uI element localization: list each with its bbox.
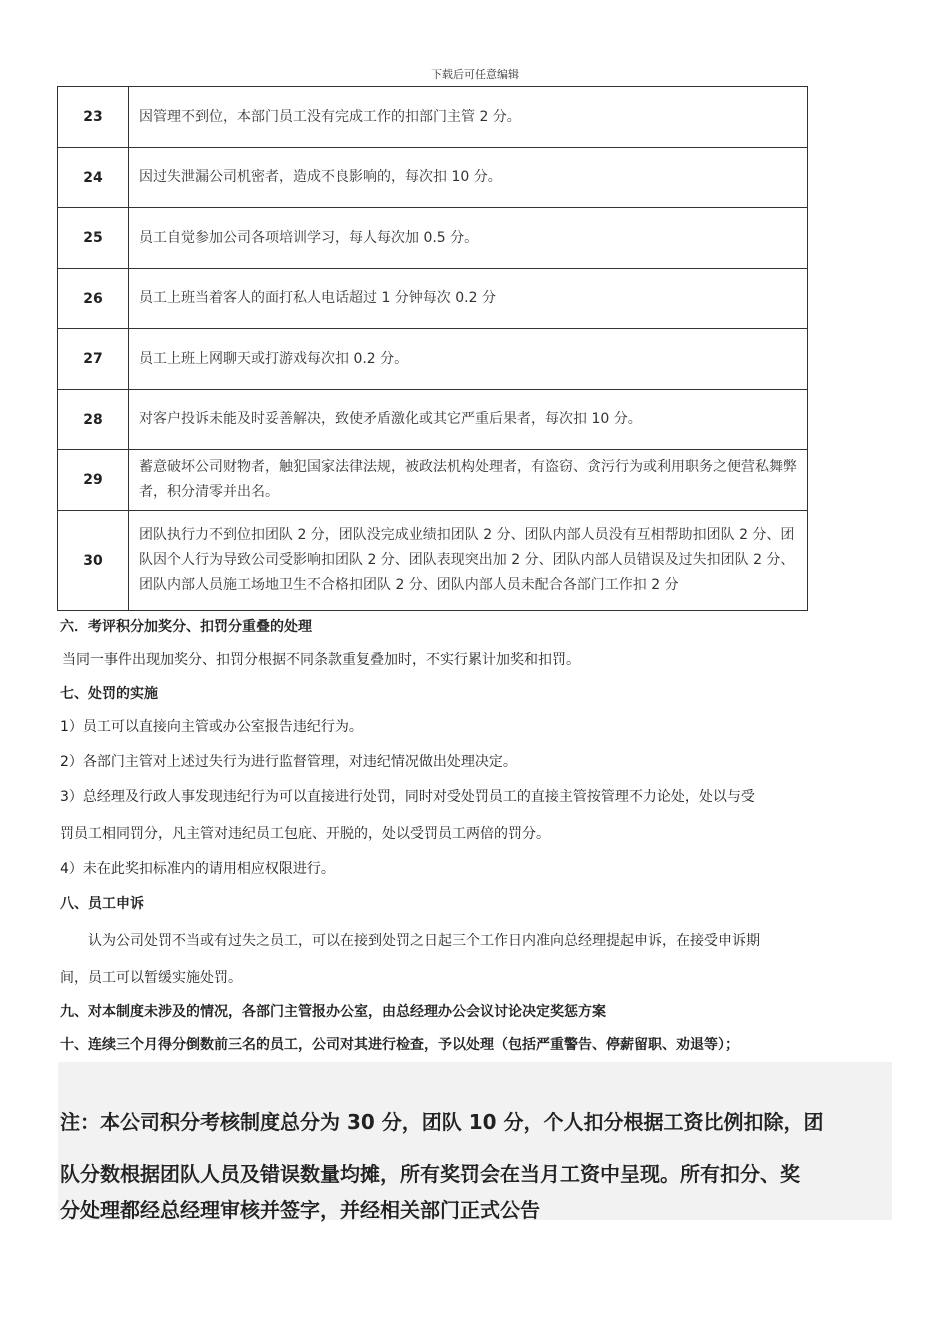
rule-text: 对客户投诉未能及时妥善解决，致使矛盾激化或其它严重后果者，每次扣 10 分。: [129, 390, 808, 450]
note-line-1: 注：本公司积分考核制度总分为 30 分，团队 10 分，个人扣分根据工资比例扣除，团: [60, 1110, 824, 1134]
section-7-item-1: 1）员工可以直接向主管或办公室报告违纪行为。: [60, 719, 363, 735]
section-7-item-3-line-1: 3）总经理及行政人事发现违纪行为可以直接进行处罚，同时对受处罚员工的直接主管按管理不力论处，处以与受: [60, 789, 755, 805]
rule-number: 28: [58, 390, 129, 450]
page-header: 下载后可任意编辑: [431, 68, 519, 81]
section-7-item-3-line-2: 罚员工相同罚分，凡主管对违纪员工包庇、开脱的，处以受罚员工两倍的罚分。: [60, 826, 550, 842]
section-6-title: 六．考评积分加奖分、扣罚分重叠的处理: [60, 619, 312, 635]
section-7-item-4: 4）未在此奖扣标准内的请用相应权限进行。: [60, 861, 335, 877]
section-7-title: 七、处罚的实施: [60, 686, 158, 702]
section-8-title: 八、员工申诉: [60, 896, 144, 912]
table-row: [58, 208, 808, 269]
table-row: [58, 269, 808, 329]
table-row: [58, 450, 808, 511]
table-row: [58, 390, 808, 450]
table-row: [58, 87, 808, 148]
rule-number: 25: [58, 208, 129, 269]
note-line-2: 队分数根据团队人员及错误数量均摊，所有奖罚会在当月工资中呈现。所有扣分、奖: [60, 1162, 800, 1186]
rule-number: 30: [58, 511, 129, 611]
rule-text: 蓄意破坏公司财物者，触犯国家法律法规，被政法机构处理者，有盗窃、贪污行为或利用职务之便营私舞弊者，积分清零并出名。: [129, 450, 808, 511]
section-10: 十、连续三个月得分倒数前三名的员工，公司对其进行检查，予以处理（包括严重警告、停薪留职、劝退等）；: [60, 1037, 739, 1053]
rule-text: 团队执行力不到位扣团队 2 分，团队没完成业绩扣团队 2 分、团队内部人员没有互相帮助扣团队 2 分、团队因个人行为导致公司受影响扣团队 2 分、团队表现突出加 2 分、团队内部人员错误及过失扣团队 2 分、团队内部人员施工场地卫生不合格扣团队 2 分、团队内部人员未配合各部门工作扣 2 分: [129, 511, 808, 611]
section-7-item-2: 2）各部门主管对上述过失行为进行监督管理，对违纪情况做出处理决定。: [60, 754, 517, 770]
rule-number: 29: [58, 450, 129, 511]
rule-text: 因管理不到位，本部门员工没有完成工作的扣部门主管 2 分。: [129, 87, 808, 148]
section-6-body: 当同一事件出现加奖分、扣罚分根据不同条款重复叠加时，不实行累计加奖和扣罚。: [62, 652, 580, 668]
rule-text: 因过失泄漏公司机密者，造成不良影响的，每次扣 10 分。: [129, 148, 808, 208]
section-9: 九、对本制度未涉及的情况，各部门主管报办公室，由总经理办公会议讨论决定奖惩方案: [60, 1004, 606, 1020]
table-row: [58, 511, 808, 611]
table-row: [58, 329, 808, 390]
table-row: [58, 148, 808, 208]
rule-number: 24: [58, 148, 129, 208]
note-line-3: 分处理都经总经理审核并签字，并经相关部门正式公告: [60, 1198, 540, 1222]
rule-number: 23: [58, 87, 129, 148]
rule-number: 27: [58, 329, 129, 390]
rule-number: 26: [58, 269, 129, 329]
rule-text: 员工自觉参加公司各项培训学习，每人每次加 0.5 分。: [129, 208, 808, 269]
rule-text: 员工上班上网聊天或打游戏每次扣 0.2 分。: [129, 329, 808, 390]
note-box: [58, 1062, 892, 1220]
section-8-body-line-2: 间，员工可以暂缓实施处罚。: [60, 970, 242, 986]
rules-table: [57, 86, 808, 611]
section-8-body-line-1: 认为公司处罚不当或有过失之员工，可以在接到处罚之日起三个工作日内准向总经理提起申诉，在接受申诉期: [88, 933, 760, 949]
rule-text: 员工上班当着客人的面打私人电话超过 1 分钟每次 0.2 分: [129, 269, 808, 329]
